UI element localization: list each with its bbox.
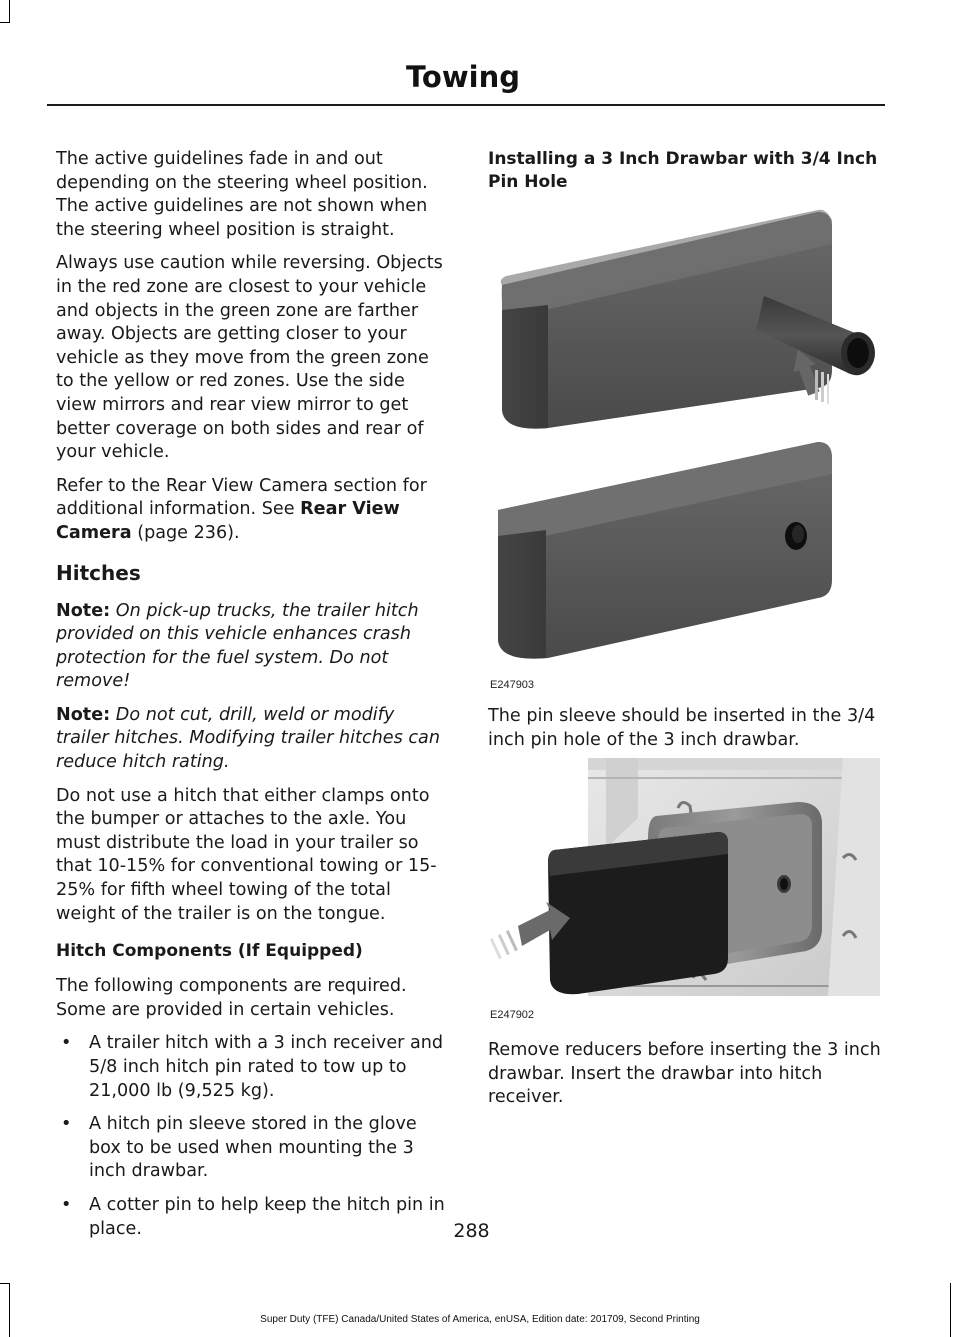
drawbar-heading: Installing a 3 Inch Drawbar with 3/4 Inch Pin Hole (488, 149, 878, 192)
reference-text: Refer to the Rear View Camera section for additional information. See (56, 475, 427, 520)
note-label: Note: (56, 704, 111, 725)
crop-mark-bottom-right (950, 1283, 951, 1337)
page-number: 288 (453, 1220, 490, 1242)
hitches-heading: Hitches (56, 560, 141, 585)
paragraph-load: Do not use a hitch that either clamps onto the bumper or attaches to the axle. You must distribute the load in your trailer so that 10-15% for conventional towing or 15-25% for fifth wheel towing of the total weight of the trailer is on the tongue. (56, 785, 437, 924)
paragraph-reducers: Remove reducers before inserting the 3 inch drawbar. Insert the drawbar into hitch receiver. (488, 1040, 881, 1108)
receiver-illustration (488, 758, 880, 996)
figure-label: E247902 (490, 1009, 535, 1021)
figure-label: E247903 (490, 679, 535, 691)
note-label: Note: (56, 600, 111, 621)
drawbar-with-hole (498, 442, 832, 659)
right-column (488, 148, 884, 194)
paragraph-caution: Always use caution while reversing. Objects in the red zone are closest to your vehicle and objects in the green zone are farther away. Objects are getting closer to your vehicle as they move from the green zone to the yellow or red zones. Use the side view mirrors and rear view mirror to get better coverage on both sides and rear of your vehicle. (56, 253, 443, 463)
list-item: • A hitch pin sleeve stored in the glove box to be used when mounting the 3 inch drawbar. (56, 1113, 450, 1184)
header-rule (47, 104, 885, 106)
drawbar-illustration (488, 200, 884, 670)
sleeve-paragraph-wrap (488, 705, 884, 762)
crop-mark-top-left-h (0, 22, 10, 23)
rear-view-camera-link[interactable]: Rear View Camera (56, 499, 400, 543)
footer-edition-text: Super Duty (TFE) Canada/United States of America, enUSA, Edition date: 201709, Second Printing (260, 1314, 700, 1325)
note-crash-protection (56, 600, 450, 694)
paragraph-pin-sleeve: The pin sleeve should be inserted in the 3/4 inch pin hole of the 3 inch drawbar. (488, 706, 876, 750)
paragraph-reference (56, 475, 450, 546)
page-title: Towing (406, 60, 520, 94)
drawbar-with-sleeve (501, 210, 875, 429)
left-column (56, 148, 450, 1251)
list-item: • A trailer hitch with a 3 inch receiver and 5/8 inch hitch pin rated to tow up to 21,000 lb (9,525 kg). (56, 1032, 450, 1103)
paragraph-guidelines: The active guidelines fade in and out depending on the steering wheel position. The active guidelines are not shown when the steering wheel position is straight. (56, 149, 428, 240)
note-text: On pick-up trucks, the trailer hitch provided on this vehicle enhances crash protection for the fuel system. Do not remove! (56, 600, 419, 692)
crop-mark-bottom-left-h (0, 1283, 10, 1284)
note-modify (56, 704, 450, 775)
components-list (56, 1032, 450, 1241)
hitch-components-heading: Hitch Components (If Equipped) (56, 941, 363, 962)
note-text: Do not cut, drill, weld or modify trailer hitches. Modifying trailer hitches can reduce hitch rating. (56, 704, 440, 773)
reference-page: (page 236). (131, 522, 240, 543)
crop-mark-top-left (9, 0, 10, 22)
crop-mark-bottom-left (9, 1283, 10, 1337)
reducers-paragraph-wrap (488, 1039, 884, 1120)
list-item: • A cotter pin to help keep the hitch pin in place. (56, 1194, 450, 1241)
paragraph-components: The following components are required. Some are provided in certain vehicles. (56, 976, 407, 1020)
